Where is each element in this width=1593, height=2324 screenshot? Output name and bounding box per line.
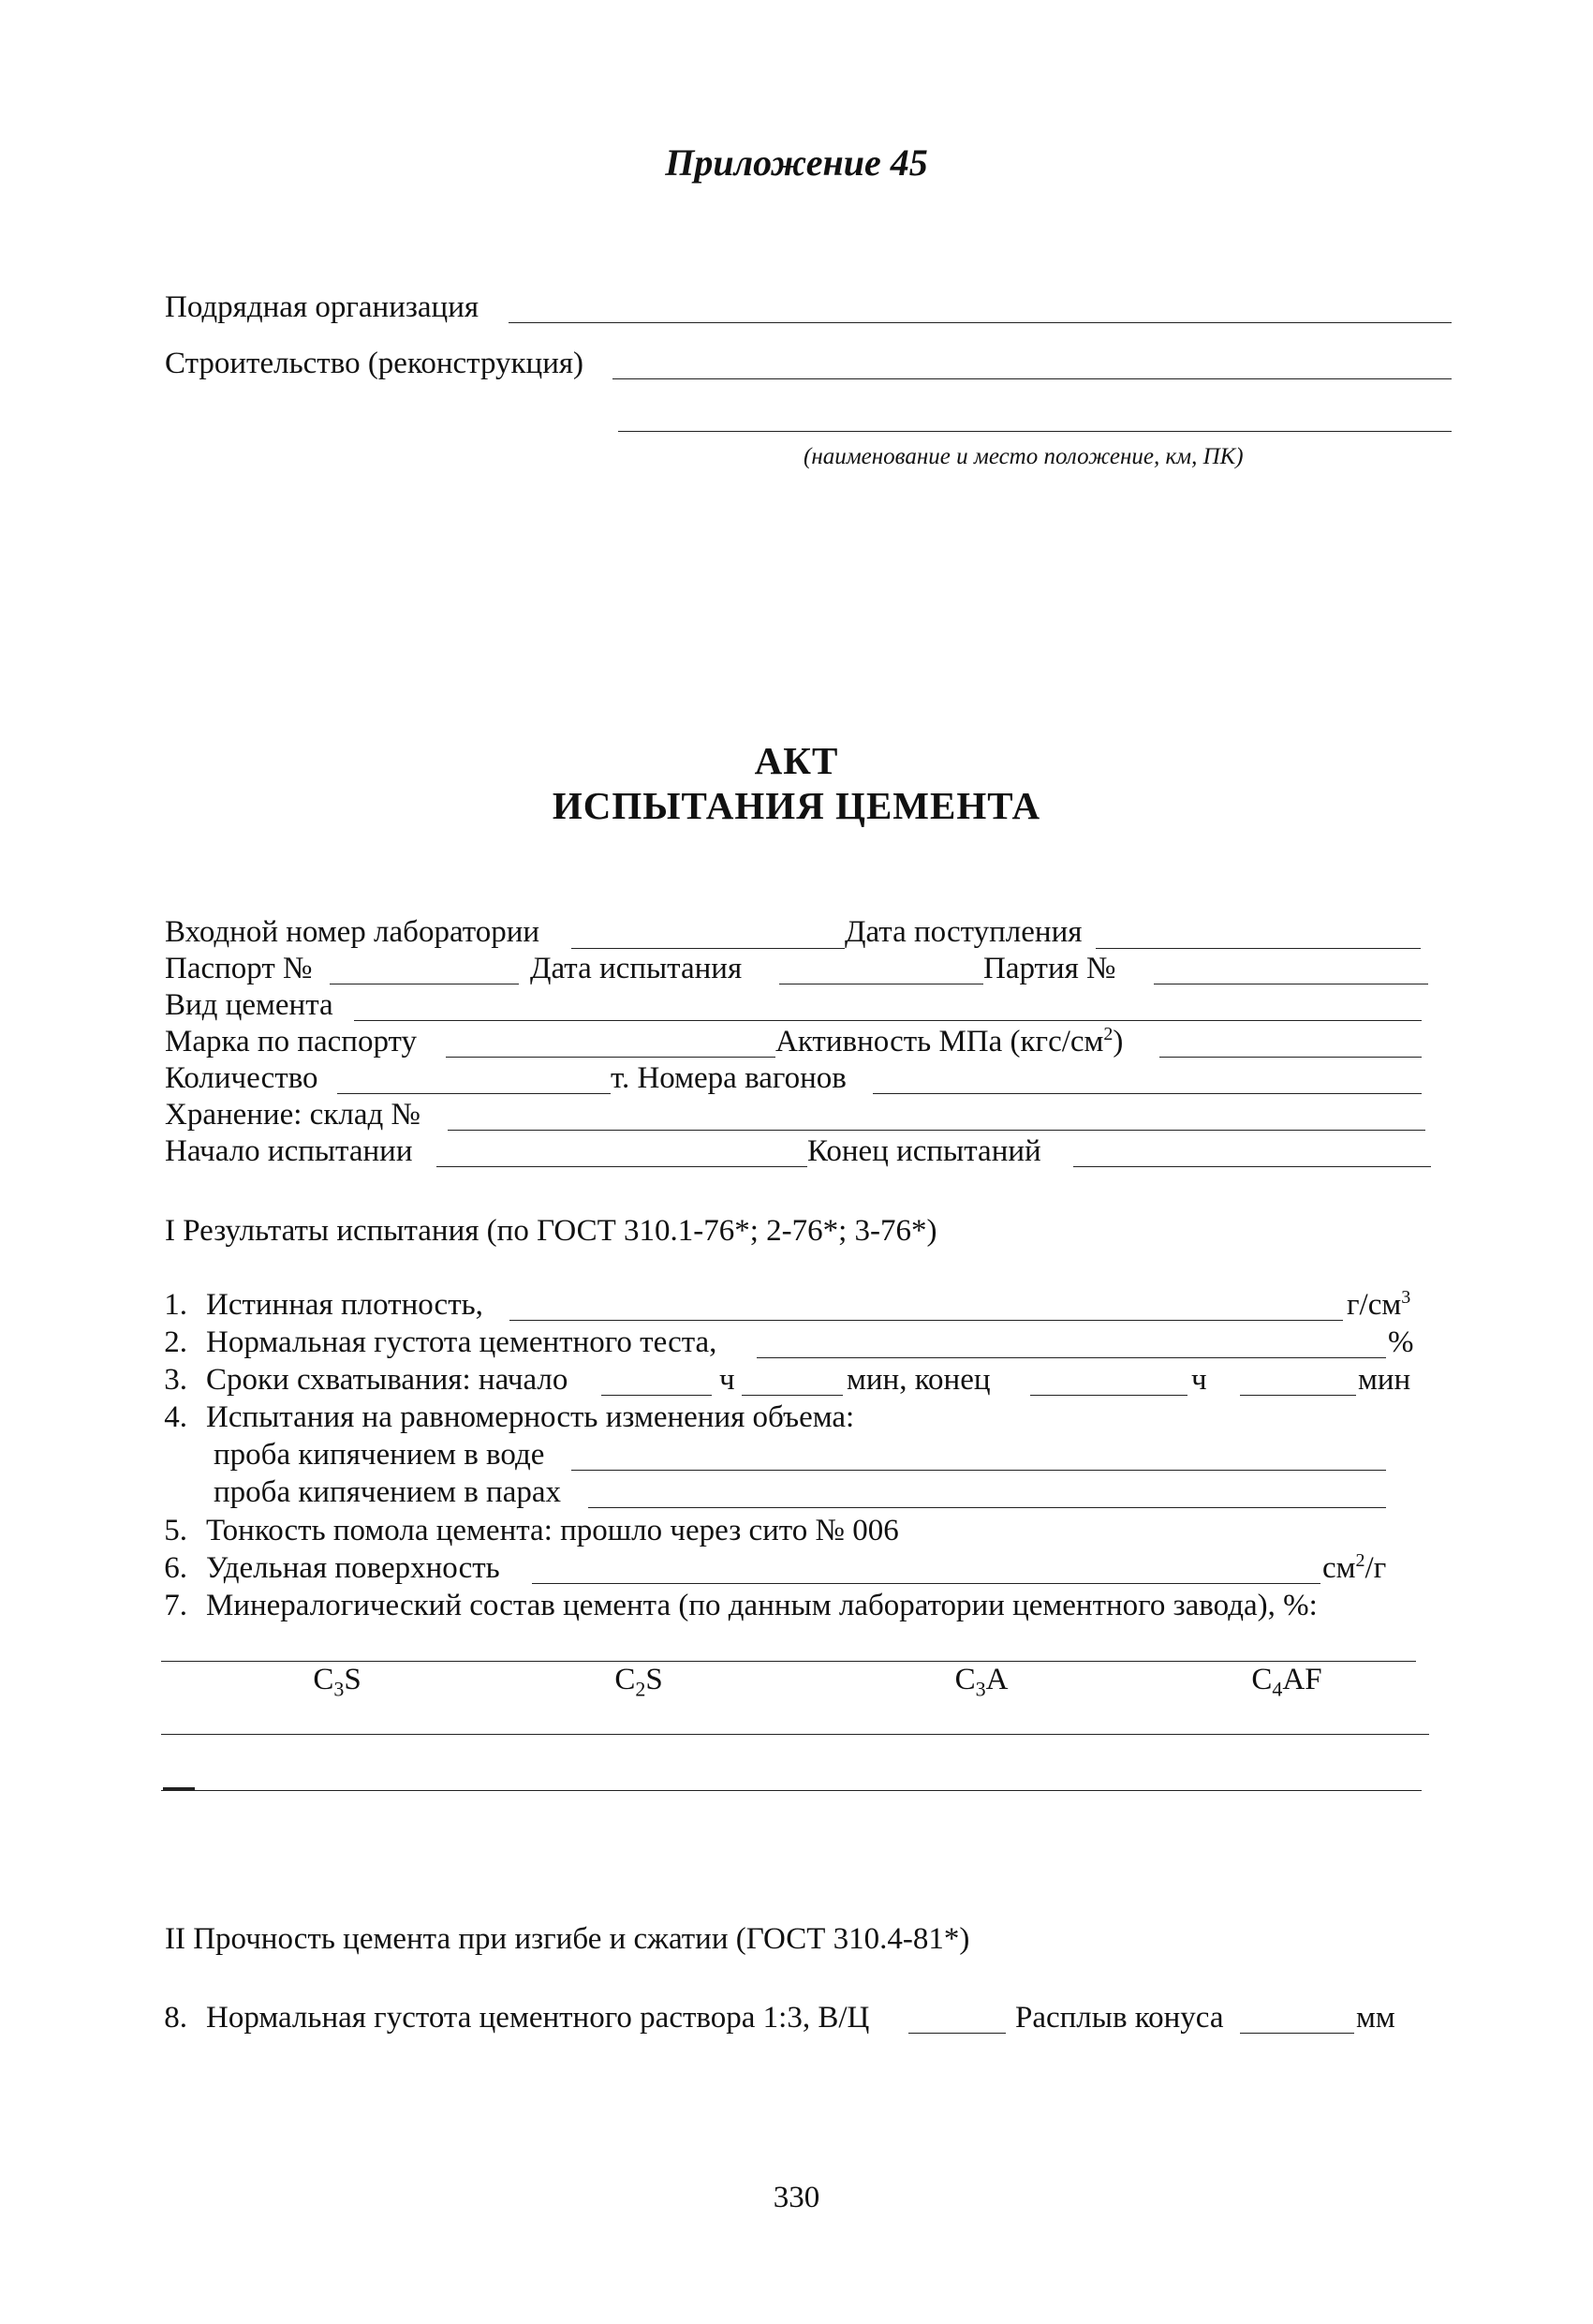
item-number: 5. <box>164 1514 187 1547</box>
soundness-label: Испытания на равномерность изменения объема: <box>206 1400 855 1434</box>
minutes-unit: мин <box>1358 1363 1411 1397</box>
boiling-water-label: проба кипячением в воде <box>214 1438 545 1472</box>
paste-consistency-field[interactable] <box>757 1357 1386 1358</box>
setting-start-minutes-field[interactable] <box>742 1395 843 1396</box>
density-label: Истинная плотность, <box>206 1288 483 1322</box>
c4af-header: $C_4AF$ <box>1251 1663 1322 1701</box>
setting-end-hours-field[interactable] <box>1030 1395 1187 1396</box>
test-date-label: Дата испытания <box>530 952 743 985</box>
wagons-label: т. Номера вагонов <box>611 1061 847 1095</box>
lab-number-field[interactable] <box>571 948 845 949</box>
construction-field[interactable] <box>612 378 1452 379</box>
quantity-field[interactable] <box>337 1093 611 1094</box>
setting-start-hours-field[interactable] <box>601 1395 712 1396</box>
boiling-steam-label: проба кипячением в парах <box>214 1475 562 1509</box>
mortar-consistency-label: Нормальная густота цементного раствора 1:3, В/Ц <box>206 2001 870 2035</box>
section1-title: I Результаты испытания (по ГОСТ 310.1-76*; 2-76*; 3-76*) <box>165 1214 937 1248</box>
quantity-label: Количество <box>165 1061 318 1095</box>
item-number: 7. <box>164 1589 187 1622</box>
page-number: 330 <box>773 2181 820 2214</box>
test-end-label: Конец испытаний <box>807 1134 1041 1168</box>
location-field[interactable] <box>618 431 1452 432</box>
density-unit: $г/см^3$ <box>1347 1287 1411 1322</box>
test-end-field[interactable] <box>1073 1166 1431 1167</box>
wagons-field[interactable] <box>873 1093 1422 1094</box>
test-start-label: Начало испытании <box>165 1134 413 1168</box>
hours-unit: ч <box>1191 1363 1207 1397</box>
activity-field[interactable] <box>1159 1057 1422 1058</box>
item-number: 8. <box>164 2001 187 2035</box>
specific-surface-unit: $см^2/г$ <box>1322 1550 1387 1585</box>
item-number: 6. <box>164 1551 187 1585</box>
section2-title: II Прочность цемента при изгибе и сжатии (ГОСТ 310.4-81*) <box>165 1922 970 1956</box>
activity-label: Активность МПа $(кгс/см^2)$ <box>775 1024 1124 1058</box>
passport-label: Паспорт № <box>165 952 313 985</box>
act-subtitle: ИСПЫТАНИЯ ЦЕМЕНТА <box>552 784 1041 827</box>
percent-unit: % <box>1388 1325 1414 1359</box>
boiling-steam-field[interactable] <box>588 1507 1386 1508</box>
cone-spread-label: Расплыв конуса <box>1015 2001 1224 2035</box>
setting-end-minutes-field[interactable] <box>1240 1395 1356 1396</box>
arrival-date-field[interactable] <box>1096 948 1421 949</box>
mineral-values-row-1[interactable] <box>161 1734 1429 1735</box>
mm-unit: мм <box>1356 2001 1395 2035</box>
item-number: 2. <box>164 1325 187 1359</box>
c2s-header: $C_2S$ <box>614 1663 663 1701</box>
density-field[interactable] <box>509 1320 1343 1321</box>
storage-field[interactable] <box>448 1130 1425 1131</box>
cement-type-label: Вид цемента <box>165 988 333 1022</box>
boiling-water-field[interactable] <box>571 1470 1386 1471</box>
paste-consistency-label: Нормальная густота цементного теста, <box>206 1325 717 1359</box>
grade-field[interactable] <box>446 1057 775 1058</box>
hours-unit: ч <box>719 1363 735 1397</box>
specific-surface-label: Удельная поверхность <box>206 1551 500 1585</box>
test-start-field[interactable] <box>436 1166 807 1167</box>
line-mark <box>163 1787 195 1790</box>
item-number: 1. <box>164 1288 187 1322</box>
appendix-heading: Приложение 45 <box>665 141 928 184</box>
fineness-label: Тонкость помола цемента: прошло через сито № 006 <box>206 1514 899 1547</box>
location-caption: (наименование и место положение, км, ПК) <box>804 444 1244 469</box>
c3a-header: $C_3A$ <box>954 1663 1009 1701</box>
contractor-field[interactable] <box>509 322 1452 323</box>
water-cement-ratio-field[interactable] <box>908 2033 1006 2034</box>
c3s-header: $C_3S$ <box>313 1663 361 1701</box>
act-title: АКТ <box>754 739 839 782</box>
cone-spread-field[interactable] <box>1240 2033 1354 2034</box>
contractor-label: Подрядная организация <box>165 290 479 324</box>
grade-label: Марка по паспорту <box>165 1025 417 1058</box>
setting-time-label: Сроки схватывания: начало <box>206 1363 568 1397</box>
lab-number-label: Входной номер лаборатории <box>165 915 540 949</box>
mineral-composition-label: Минералогический состав цемента (по данным лаборатории цементного завода), %: <box>206 1589 1318 1622</box>
batch-label: Партия № <box>983 952 1116 985</box>
storage-label: Хранение: склад № <box>165 1098 420 1132</box>
arrival-date-label: Дата поступления <box>845 915 1083 949</box>
mineral-values-row-2[interactable] <box>161 1790 1422 1791</box>
item-number: 3. <box>164 1363 187 1397</box>
specific-surface-field[interactable] <box>532 1583 1320 1584</box>
construction-label: Строительство (реконструкция) <box>165 347 584 380</box>
cement-type-field[interactable] <box>354 1020 1422 1021</box>
item-number: 4. <box>164 1400 187 1434</box>
setting-end-label: мин, конец <box>847 1363 991 1397</box>
